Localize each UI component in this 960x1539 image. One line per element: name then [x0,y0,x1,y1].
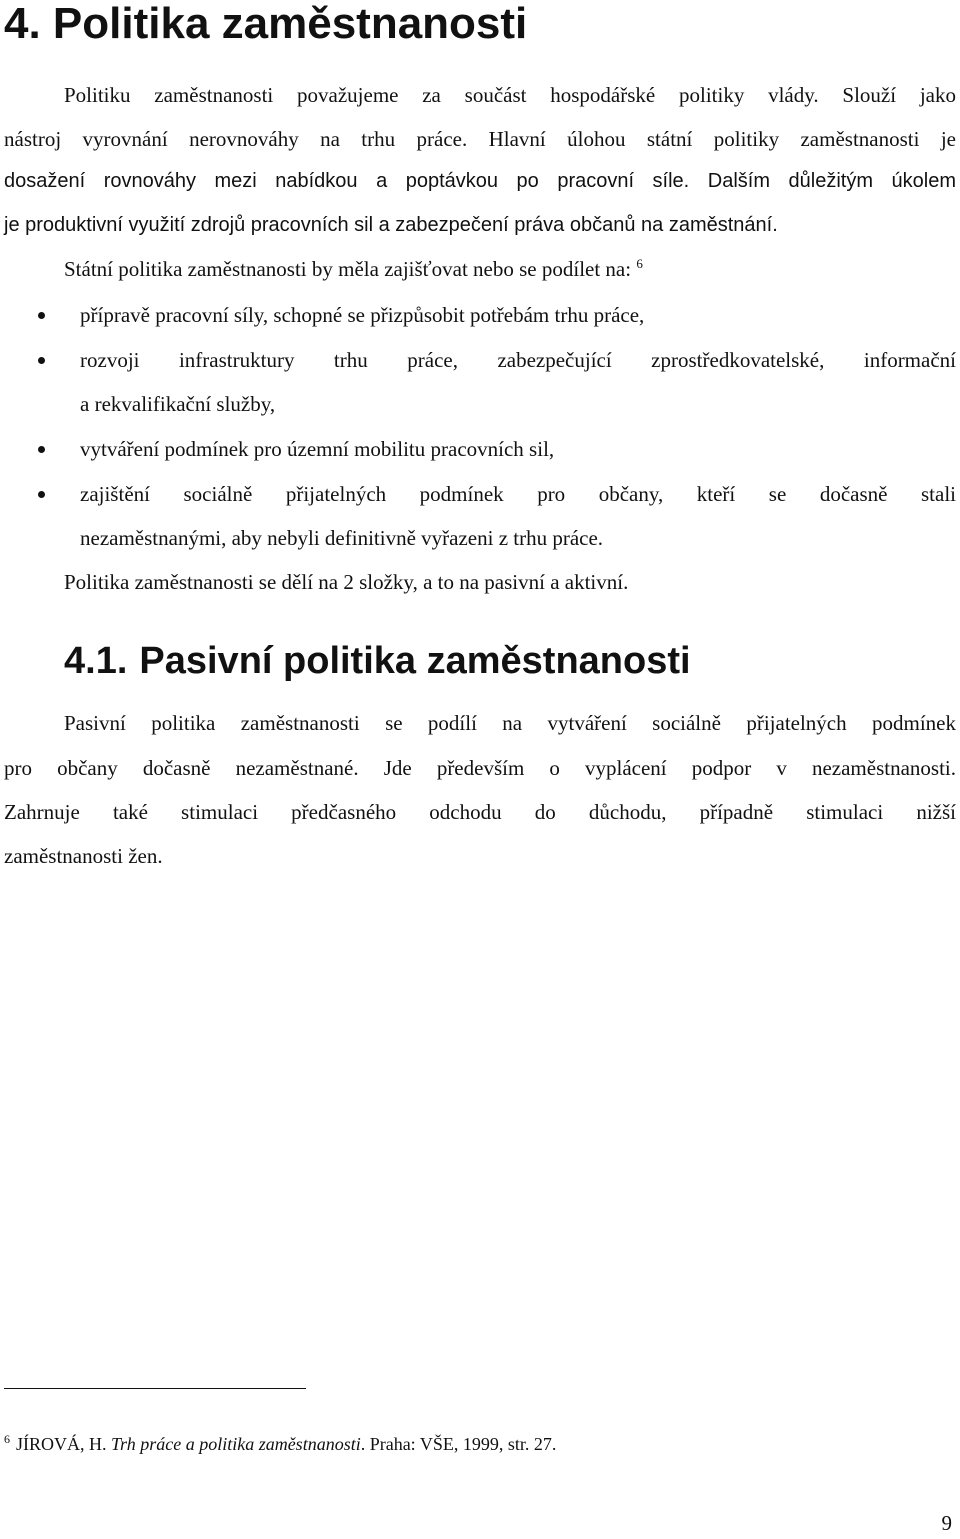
paragraph-line [4,166,956,196]
paragraph-text: nástroj vyrovnání nerovnováhy na trhu práce. Hlavní úlohou státní politiky zaměstnanosti je [4,127,956,151]
bullet-icon [38,357,45,364]
list-item-text: nezaměstnanými, aby nebyli definitivně vyřazeni z trhu práce. [80,526,604,550]
paragraph-text: zaměstnanosti žen. [4,844,163,868]
footnote-reference: 6 [636,256,643,271]
paragraph-text: dosažení rovnováhy mezi nabídkou a poptávkou po pracovní síle. Dalším důležitým úkolem [4,170,956,192]
bullet-icon [38,491,45,498]
section-heading [64,634,691,688]
paragraph-line [4,841,163,871]
summary-text: Politika zaměstnanosti se dělí na 2 složky, a to na pasivní a aktivní. [64,570,629,594]
paragraph-line [4,753,956,783]
list-intro-text: Státní politika zaměstnanosti by měla zajišťovat nebo se podílet na: [64,257,632,281]
footnote-author: JÍROVÁ, H. [16,1434,107,1454]
paragraph-line [4,124,956,154]
list-item [80,434,554,464]
paragraph-text: Politiku zaměstnanosti považujeme za součást hospodářské politiky vlády. Slouží jako [64,83,956,107]
list-item-text: rozvoji infrastruktury trhu práce, zabezpečující zprostředkovatelské, informační [80,348,956,372]
section-title: Pasivní politika zaměstnanosti [139,640,691,682]
list-item [80,300,644,330]
paragraph-line [4,797,956,827]
paragraph-text: pro občany dočasně nezaměstnané. Jde především o vyplácení podpor v nezaměstnanosti. [4,756,956,780]
paragraph-text: je produktivní využití zdrojů pracovních sil a zabezpečení práva občanů na zaměstnání. [4,214,778,236]
bullet-icon [38,446,45,453]
footnote-publication: . Praha: VŠE, 1999, str. 27. [360,1434,557,1454]
footnote-title: Trh práce a politika zaměstnanosti [111,1434,361,1454]
page-number: 9 [941,1511,952,1535]
list-item-text: přípravě pracovní síly, schopné se přizpůsobit potřebám trhu práce, [80,303,645,327]
paragraph-text: Zahrnuje také stimulaci předčasného odchodu do důchodu, případně stimulaci nižší [4,800,956,824]
list-item [80,479,956,509]
list-item-continuation [80,389,275,419]
paragraph-text: Pasivní politika zaměstnanosti se podílí na vytváření sociálně přijatelných podmínek [64,711,956,735]
list-item-text: a rekvalifikační služby, [80,392,276,416]
list-item [80,345,956,375]
paragraph-line [64,80,956,110]
footnote [4,1432,556,1456]
chapter-heading: 4. Politika zaměstnanosti [4,0,528,48]
footnote-number: 6 [4,1432,10,1446]
paragraph-line [64,708,956,738]
section-number: 4.1. [64,640,128,682]
list-item-text: vytváření podmínek pro územní mobilitu pracovních sil, [80,437,555,461]
list-item-continuation [80,523,603,553]
footnote-separator [4,1388,306,1389]
list-item-text: zajištění sociálně přijatelných podmínek pro občany, kteří se dočasně stali [80,482,956,506]
list-intro [64,254,643,284]
paragraph-line [4,210,778,240]
summary-line [64,567,628,597]
bullet-icon [38,312,45,319]
